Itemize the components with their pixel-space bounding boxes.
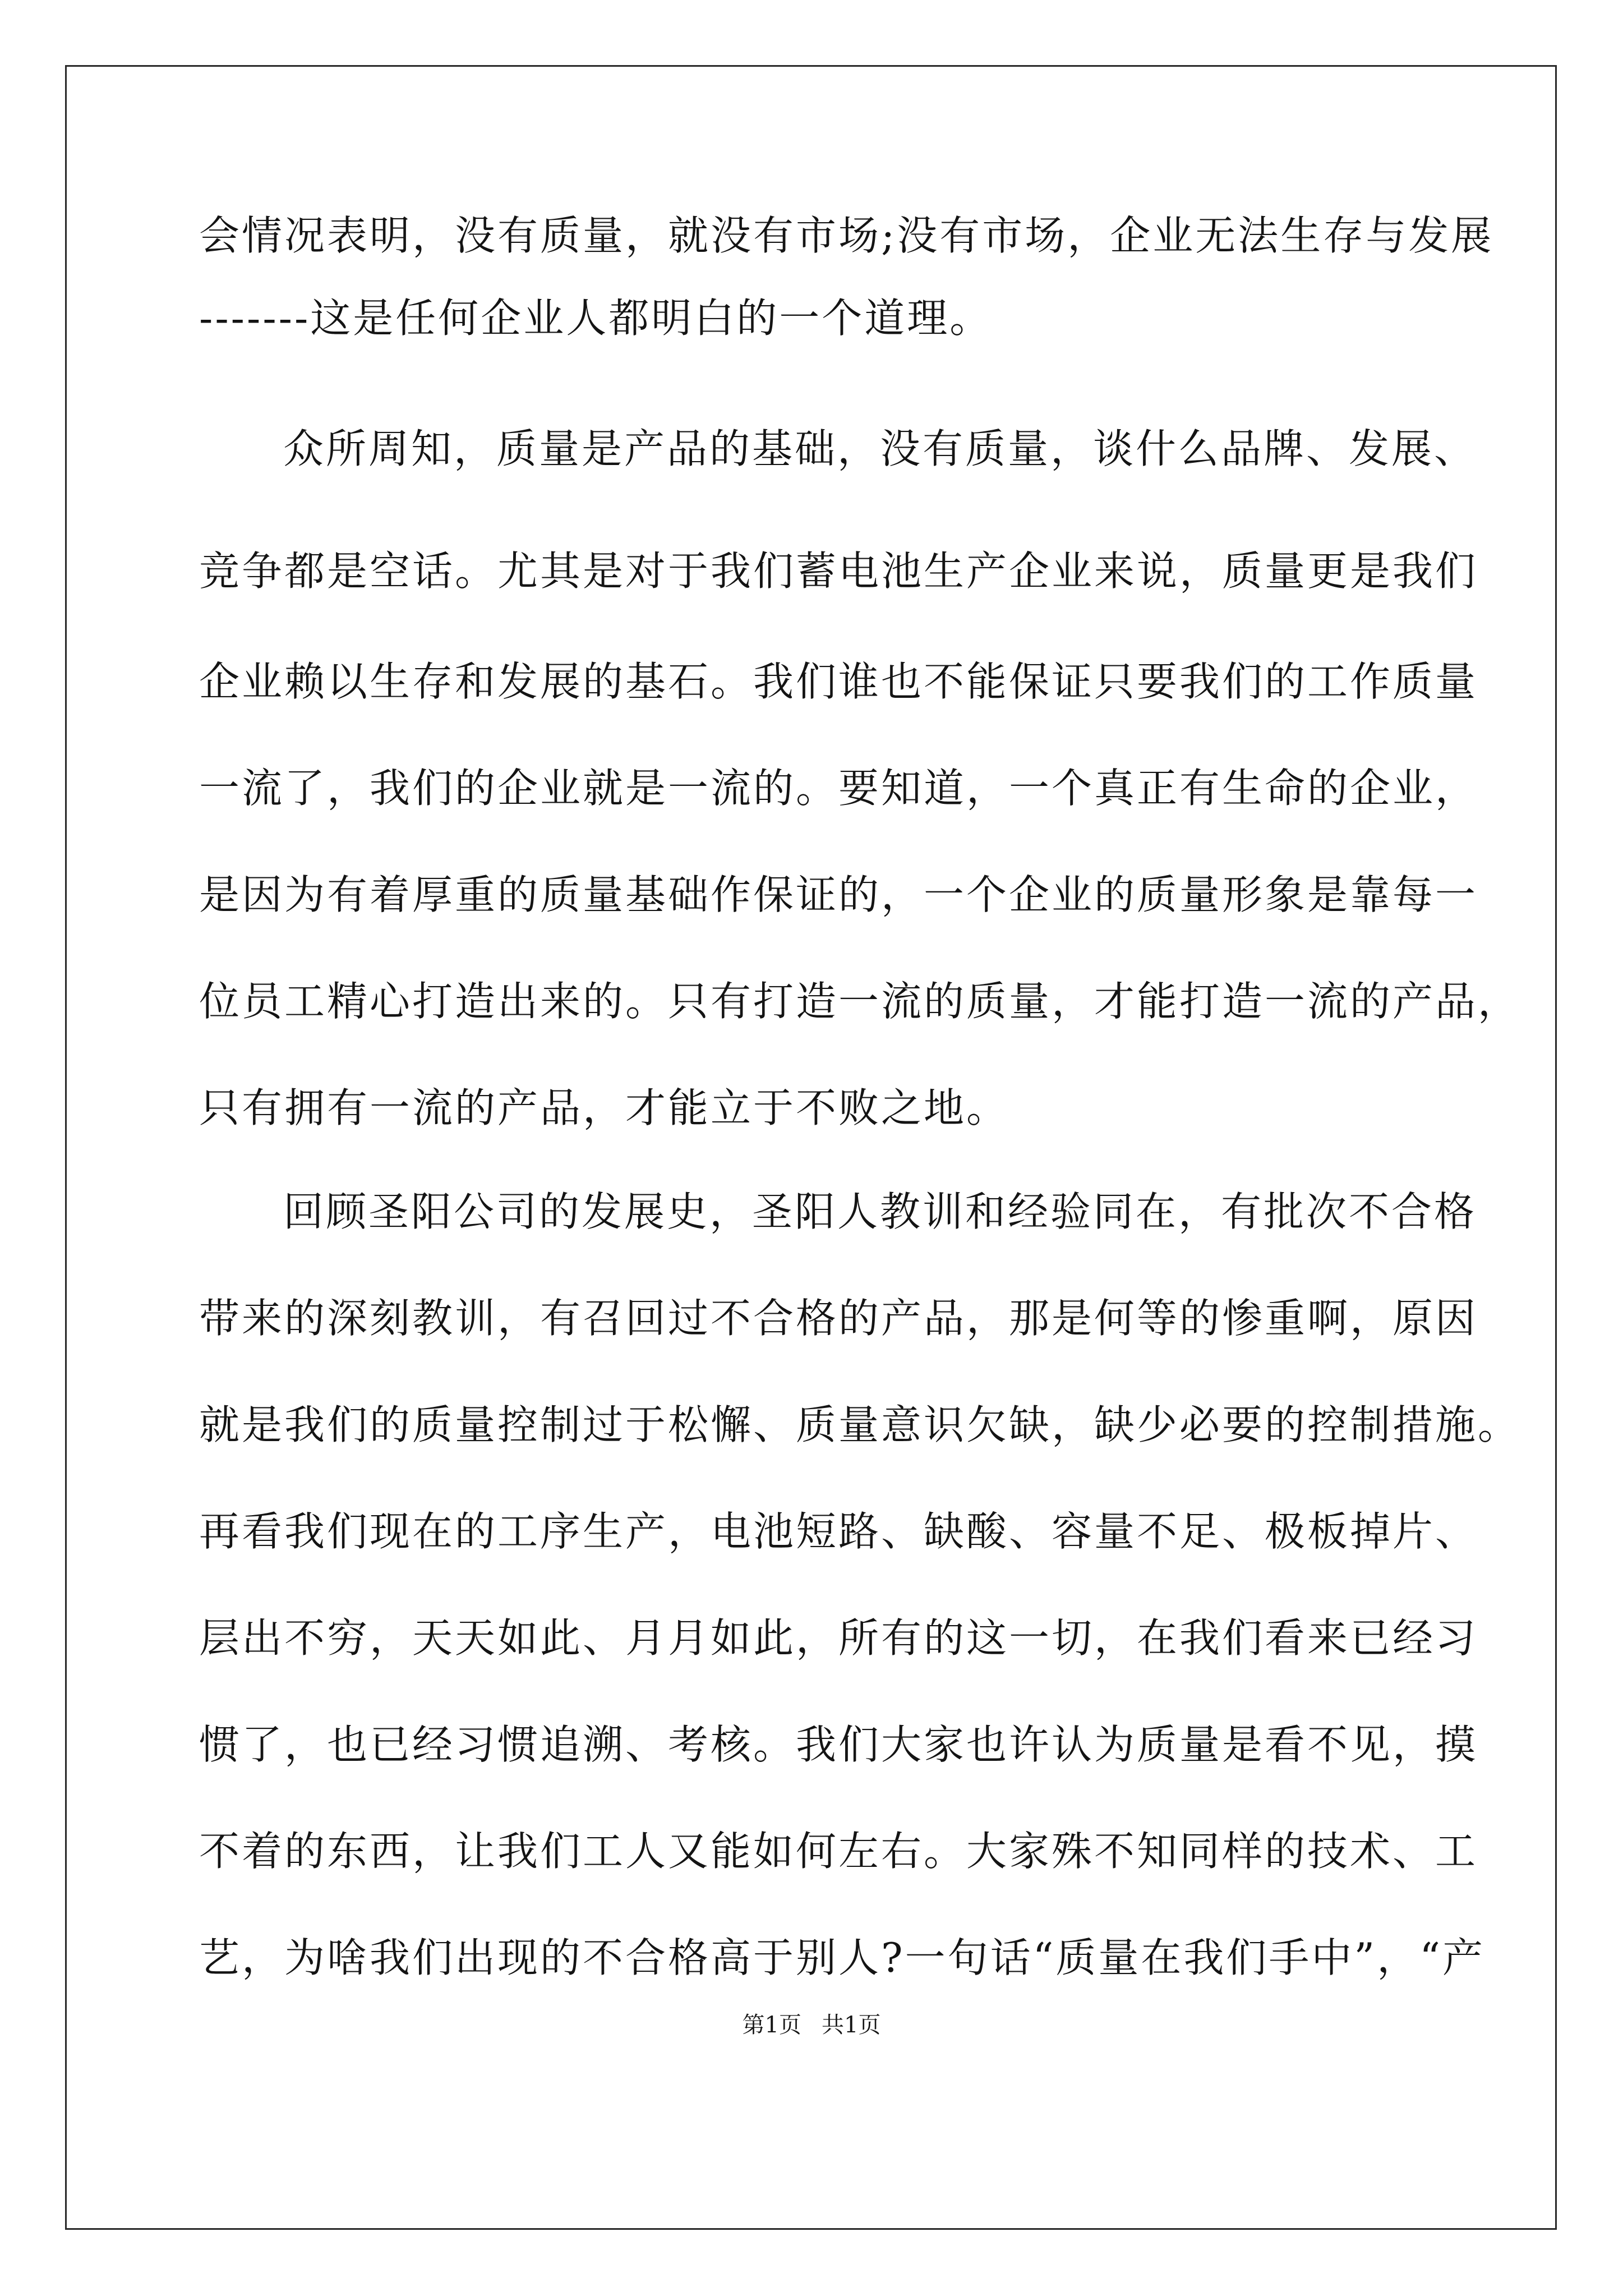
page-border <box>65 65 1557 2230</box>
text-line: 一流了，我们的企业就是一流的。要知道，一个真正有生命的企业， <box>199 765 1478 812</box>
text-line: 带来的深刻教训，有召回过不合格的产品，那是何等的惨重啊，原因 <box>199 1295 1478 1342</box>
text-line: 只有拥有一流的产品，才能立于不败之地。 <box>199 1084 1009 1131</box>
text-line: 不着的东西，让我们工人又能如何左右。大家殊不知同样的技术、工 <box>199 1828 1478 1875</box>
text-line: 是因为有着厚重的质量基础作保证的，一个企业的质量形象是靠每一 <box>199 871 1478 918</box>
text-line: 企业赖以生存和发展的基石。我们谁也不能保证只要我们的工作质量 <box>199 658 1478 705</box>
page-footer <box>0 2008 1623 2042</box>
text-line: 再看我们现在的工序生产，电池短路、缺酸、容量不足、极板掉片、 <box>199 1508 1478 1555</box>
text-line: 就是我们的质量控制过于松懈、质量意识欠缺，缺少必要的控制措施。 <box>199 1401 1521 1448</box>
text-line: 艺，为啥我们出现的不合格高于别人?一句话“质量在我们手中”，“产 <box>199 1934 1486 1981</box>
text-line: 会情况表明，没有质量，就没有市场;没有市场，企业无法生存与发展 <box>199 212 1494 259</box>
text-line: -------这是任何企业人都明白的一个道理。 <box>199 295 993 342</box>
paragraph-start-line: 众所周知，质量是产品的基础，没有质量，谈什么品牌、发展、 <box>283 425 1477 472</box>
paragraph-start-line: 回顾圣阳公司的发展史，圣阳人教训和经验同在，有批次不合格 <box>283 1188 1477 1235</box>
text-line: 惯了，也已经习惯追溯、考核。我们大家也许认为质量是看不见，摸 <box>199 1721 1478 1768</box>
text-line: 位员工精心打造出来的。只有打造一流的质量，才能打造一流的产品， <box>199 978 1521 1025</box>
page-total: 共1页 <box>822 2012 881 2038</box>
text-line: 层出不穷，天天如此、月月如此，所有的这一切，在我们看来已经习 <box>199 1614 1478 1662</box>
text-line: 竞争都是空话。尤其是对于我们蓄电池生产企业来说，质量更是我们 <box>199 547 1478 595</box>
page-number: 第1页 <box>742 2012 801 2038</box>
